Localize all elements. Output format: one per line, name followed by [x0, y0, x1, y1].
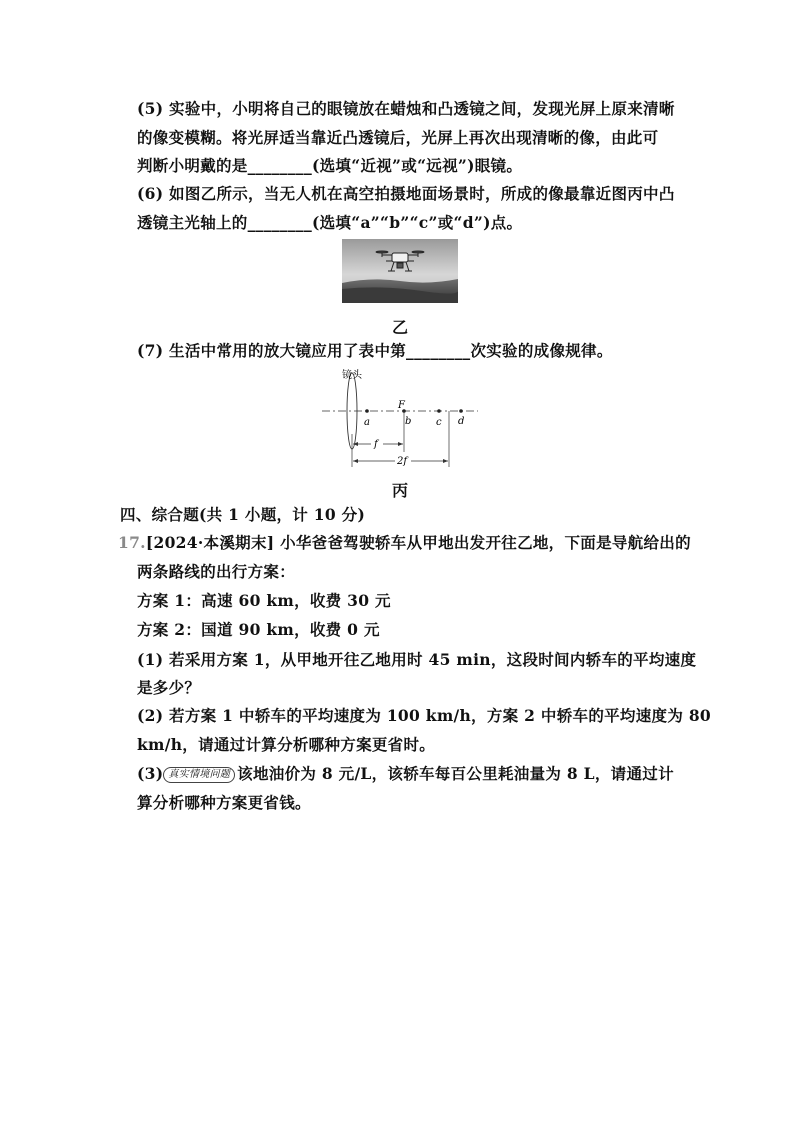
figure-yi-caption: 乙 [392, 318, 409, 337]
real-context-tag: 真实情境问题 [163, 767, 235, 783]
q17-part1-line-1: (1) 若采用方案 1，从甲地开往乙地用时 45 min，这段时间内轿车的平均速度 [137, 650, 697, 669]
q17-part1-line-2: 是多少？ [137, 678, 201, 697]
q17-part3-text: 该地油价为 8 元/L，该轿车每百公里耗油量为 8 L，请通过计 [237, 764, 674, 783]
lens-label: 镜头 [342, 370, 362, 381]
q17-line-1 [118, 533, 691, 553]
lens-diagram [318, 364, 488, 478]
point-c [437, 409, 441, 413]
2f-label: 2f [397, 456, 408, 467]
q5-line-3: 判断小明戴的是________(选填“近视”或“远视”)眼镜。 [137, 156, 523, 175]
q5-line-2: 的像变模糊。将光屏适当靠近凸透镜后，光屏上再次出现清晰的像，由此可 [137, 128, 659, 147]
figure-bing-caption: 丙 [392, 481, 409, 500]
q17-part2-line-1: (2) 若方案 1 中轿车的平均速度为 100 km/h，方案 2 中轿车的平均速度为 80 [137, 706, 711, 725]
q17-number: 17. [118, 533, 146, 552]
label-a: a [364, 417, 370, 428]
label-d: d [458, 416, 465, 427]
drone-photo [342, 239, 458, 303]
plan-1: 方案 1：高速 60 km，收费 30 元 [137, 591, 391, 610]
q6-line-1: (6) 如图乙所示，当无人机在高空拍摄地面场景时，所成的像最靠近图丙中凸 [137, 184, 675, 203]
q17-part3-line-1 [137, 764, 674, 784]
q17-part3-prefix: (3) [137, 764, 164, 783]
label-b: b [405, 416, 412, 427]
section-heading: 四、综合题(共 1 小题，计 10 分) [120, 505, 366, 524]
label-c: c [436, 417, 442, 428]
f-label: f [374, 439, 378, 450]
q7-line: (7) 生活中常用的放大镜应用了表中第________次实验的成像规律。 [137, 341, 613, 360]
q17-part2-line-2: km/h，请通过计算分析哪种方案更省时。 [137, 735, 436, 754]
q6-line-2: 透镜主光轴上的________(选填“a”“b”“c”或“d”)点。 [137, 213, 523, 232]
plan-2: 方案 2：国道 90 km，收费 0 元 [137, 620, 380, 639]
q17-line-2: 两条路线的出行方案： [137, 562, 296, 581]
q5-line-1: (5) 实验中，小明将自己的眼镜放在蜡烛和凸透镜之间，发现光屏上原来清晰 [137, 99, 675, 118]
point-d [459, 409, 463, 413]
point-a [365, 409, 369, 413]
q17-part3-line-2: 算分析哪种方案更省钱。 [137, 793, 311, 812]
focus-label: F [398, 400, 405, 411]
q17-text: [2024·本溪期末] 小华爸爸驾驶轿车从甲地出发开往乙地，下面是导航给出的 [145, 533, 691, 552]
